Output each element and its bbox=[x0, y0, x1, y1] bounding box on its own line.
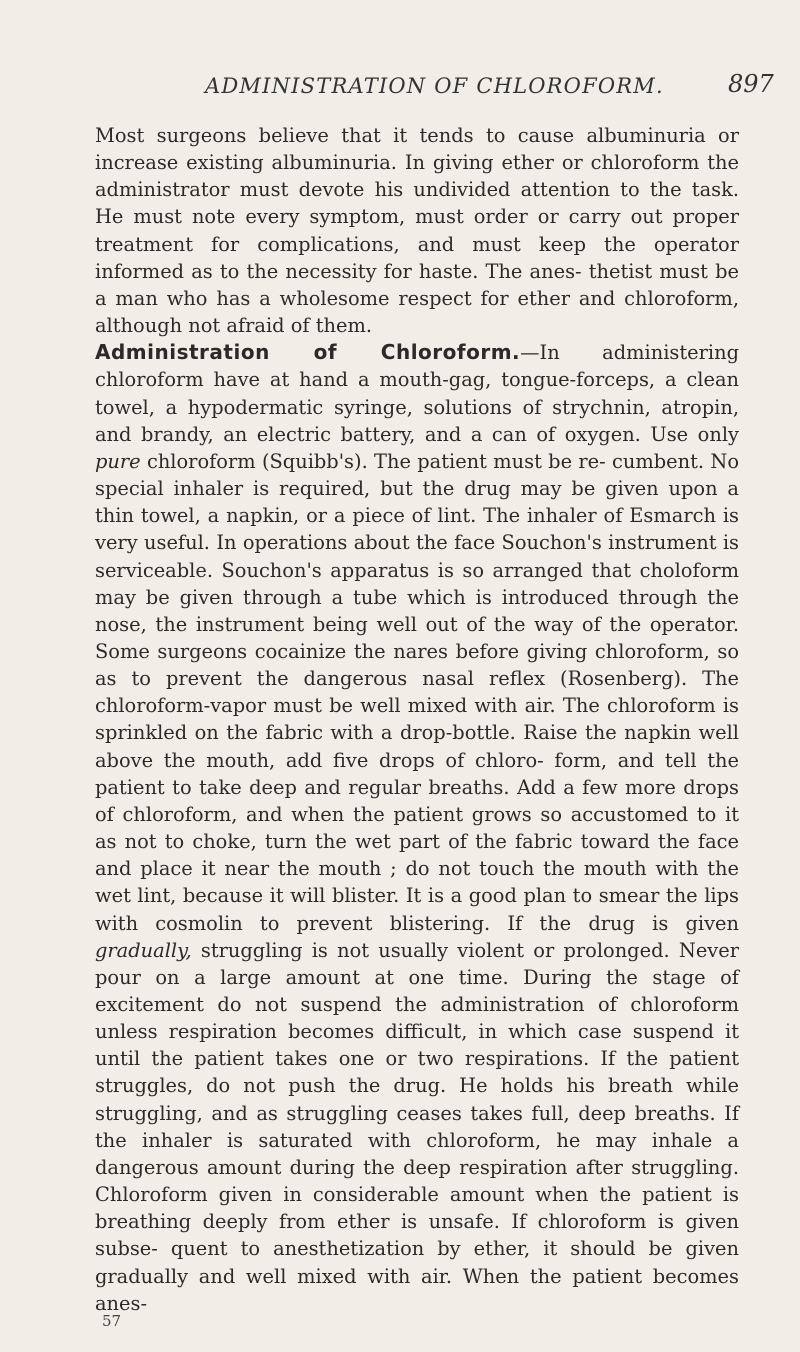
body-text bbox=[95, 122, 739, 1317]
signature-mark: 57 bbox=[102, 1312, 122, 1330]
emphasis-gradually: gradually, bbox=[95, 938, 192, 962]
paragraph-1: Most surgeons believe that it tends to cause albuminuria or increase existing albuminuria. In giving ether or chloroform the administrator must devote his undivided attention to the task. He must note every symptom, must order or carry out proper treatment for complications, and must keep the operator informed as to the necessity for haste. The anes- thetist must be a man who has a wholesome respect for ether and chloroform, although not afraid of them. bbox=[95, 124, 739, 338]
paragraph-2-part-a: —In administering chloroform have at hand a mouth-gag, tongue-forceps, a clean towel, a hypodermatic syringe, solutions of strychnin, atropin, and brandy, an electric battery, and a can of oxygen. Use only bbox=[95, 341, 740, 446]
paragraph-2-part-b: chloroform (Squibb's). The patient must be re- cumbent. No special inhaler is required, but the drug may be given upon a thin towel, a napkin, or a piece of lint. The inhaler of Esmarch is very useful. In operations about the face Souchon's instrument is serviceable. Souchon's apparatus is so arranged that choloform may be given through a tube which is introduced through the nose, the instrument being well out of the way of the operator. Some surgeons cocainize the nares before giving chloroform, so as to prevent the dangerous nasal reflex (Rosenberg). The chloroform-vapor must be well mixed with air. The chloroform is sprinkled on the fabric with a drop-bottle. Raise the napkin well above the mouth, add five drops of chloro- form, and tell the patient to take deep and regular breaths. Add a few more drops of chloroform, and when the patient grows so accustomed to it as not to choke, turn the wet part of the fabric toward the face and place it near the mouth ; do not touch the mouth with the wet lint, because it will blister. It is a good plan to smear the lips with cosmolin to prevent blistering. If the drug is given bbox=[95, 449, 739, 935]
section-heading: Administration of Chloroform. bbox=[95, 340, 521, 365]
emphasis-pure: pure bbox=[95, 449, 141, 473]
paragraph-2 bbox=[95, 339, 739, 1317]
paragraph-2-part-c: struggling is not usually violent or prolonged. Never pour on a large amount at one time. During the stage of excitement do not suspend the administration of chloroform unless respiration becomes difficult, in which case suspend it until the patient takes one or two respirations. If the patient struggles, do not push the drug. He holds his breath while struggling, and as struggling ceases takes full, deep breaths. If the inhaler is saturated with chloroform, he may inhale a dangerous amount during the deep respiration after struggling. Chloroform given in considerable amount when the patient is breathing deeply from ether is unsafe. If chloroform is given subse- quent to anesthetization by ether, it should be given gradually and well mixed with air. When the patient becomes anes- bbox=[95, 938, 739, 1315]
running-head: ADMINISTRATION OF CHLOROFORM. bbox=[205, 74, 664, 98]
page-number: 897 bbox=[728, 70, 774, 98]
